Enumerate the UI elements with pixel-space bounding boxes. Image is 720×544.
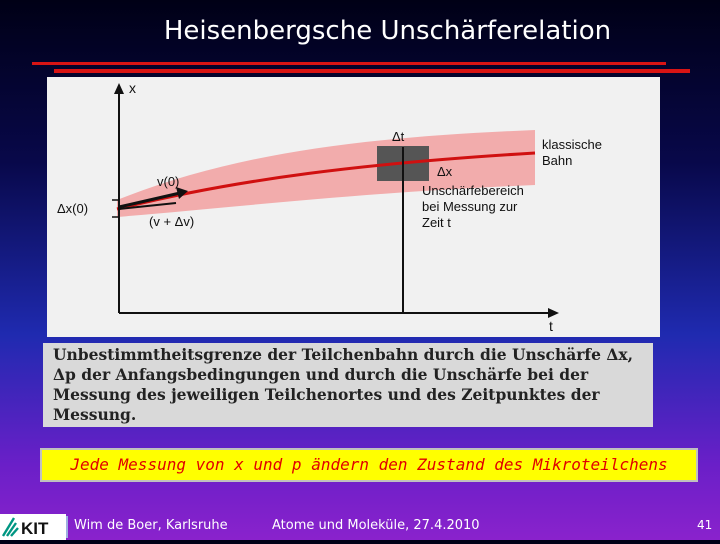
key-statement-banner: Jede Messung von x und p ändern den Zustand des Mikroteilchens — [40, 448, 698, 482]
footer-course-date: Atome und Moleküle, 27.4.2010 — [272, 518, 480, 533]
x-axis-label: x — [129, 80, 136, 96]
title-underline-top — [32, 62, 666, 65]
dx0-label: Δx(0) — [57, 201, 89, 216]
kit-logo-graphic — [0, 514, 66, 540]
caption-line: Messung. — [53, 405, 137, 424]
kit-logo — [0, 514, 66, 540]
title-underline-bottom — [54, 69, 690, 73]
v0-label: v(0) — [157, 174, 180, 189]
slide-footer — [0, 514, 720, 540]
caption-line: Unbestimmtheitsgrenze der Teilchenbahn durch die Unschärfe Δx, — [53, 345, 634, 364]
footer-author: Wim de Boer, Karlsruhe — [74, 518, 228, 533]
trajectory-figure — [47, 77, 660, 337]
dx-label: Δx — [437, 164, 453, 179]
classical-path-label-line2: Bahn — [542, 153, 573, 168]
t-axis-label: t — [549, 318, 553, 334]
dt-label: Δt — [392, 129, 405, 144]
kit-logo-text: KIT — [21, 519, 49, 538]
uncertainty-label-line3: Zeit t — [422, 215, 451, 230]
classical-path-label-line1: klassische — [542, 137, 602, 152]
caption-line: Messung des jeweiligen Teilchenortes und des Zeitpunktes der — [53, 385, 600, 404]
uncertainty-label-line2: bei Messung zur — [422, 199, 518, 214]
footer-divider — [66, 516, 68, 538]
slide-title: Heisenbergsche Unschärferelation — [163, 16, 612, 46]
caption-line: Δp der Anfangsbedingungen und durch die Unschärfe bei der — [53, 365, 589, 384]
t-axis-arrowhead — [548, 308, 559, 318]
slide-number: 41 — [697, 518, 713, 532]
x-axis-arrowhead — [114, 83, 124, 94]
kit-logo-rays — [3, 518, 18, 536]
figure-caption — [43, 343, 653, 427]
v-dv-label: (v + Δv) — [149, 214, 195, 229]
uncertainty-label-line1: Unschärfebereich — [422, 183, 524, 198]
trajectory-diagram — [47, 77, 660, 337]
